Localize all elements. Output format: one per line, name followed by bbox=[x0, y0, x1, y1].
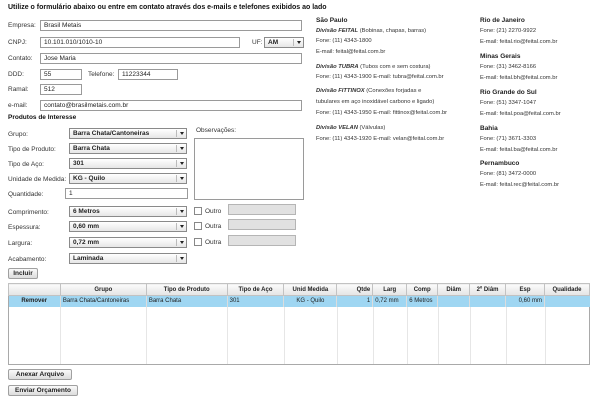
divisao-tubra-line bbox=[316, 64, 430, 70]
largura-select-value: 0,72 mm bbox=[73, 239, 100, 246]
divisao-velan-line bbox=[316, 125, 385, 131]
acabamento-select-value: Laminada bbox=[73, 255, 104, 262]
column-header bbox=[9, 284, 61, 296]
cell-qtde: 1 bbox=[337, 296, 373, 307]
tipo-produto-label: Tipo de Produto: bbox=[8, 146, 56, 153]
tipo-aco-select[interactable] bbox=[69, 158, 187, 169]
espessura-select-value: 0,60 mm bbox=[73, 223, 100, 230]
comprimento-outro-label: Outro bbox=[205, 208, 222, 215]
chevron-down-icon bbox=[180, 147, 184, 150]
comprimento-outro-field[interactable] bbox=[228, 204, 296, 215]
divisao-fittinox-desc2: tubulares em aço inoxidável carbono e ligado) bbox=[316, 99, 435, 105]
espessura-outra-field[interactable] bbox=[228, 219, 296, 230]
page-heading: Utilize o formulário abaixo ou entre em contato através dos e-mails e telefones exibidos ao lado bbox=[8, 4, 327, 11]
largura-outra-field[interactable] bbox=[228, 235, 296, 246]
cell-larg: 0,72 mm bbox=[373, 296, 407, 307]
divisao-desc: (Bobinas, chapas, barras) bbox=[358, 28, 427, 34]
minas-gerais-email: E-mail: feital.bh@feital.com.br bbox=[480, 75, 558, 81]
cell-esp: 0,60 mm bbox=[506, 296, 545, 307]
ramal-field[interactable]: 512 bbox=[40, 84, 82, 95]
telefone-field[interactable]: 11223344 bbox=[118, 69, 178, 80]
remover-link[interactable]: Remover bbox=[9, 296, 61, 307]
sao-paulo-title: São Paulo bbox=[316, 17, 348, 24]
cell-diam bbox=[438, 296, 470, 307]
largura-label: Largura: bbox=[8, 240, 33, 247]
column-header: 2º Diâm bbox=[470, 284, 506, 296]
grupo-select-value: Barra Chata/Cantoneiras bbox=[73, 130, 150, 137]
divisao-feital-line bbox=[316, 28, 426, 34]
acabamento-select[interactable] bbox=[69, 253, 187, 264]
ddd-label: DDD: bbox=[8, 71, 24, 78]
telefone-label: Telefone: bbox=[88, 71, 115, 78]
largura-outra-label: Outra bbox=[205, 239, 222, 246]
divisao-feital-fone: Fone: (11) 4343-1800 bbox=[316, 38, 372, 44]
acabamento-label: Acabamento: bbox=[8, 256, 47, 263]
tipo-aco-select-value: 301 bbox=[73, 160, 84, 167]
divisao-feital-email: E-mail: feital@feital.com.br bbox=[316, 49, 386, 55]
cnpj-label: CNPJ: bbox=[8, 39, 27, 46]
cnpj-field[interactable]: 10.101.010/1010-10 bbox=[40, 37, 240, 48]
unidade-select-value: KG - Quilo bbox=[73, 175, 106, 182]
tipo-produto-select-value: Barra Chata bbox=[73, 145, 110, 152]
contato-label: Contato: bbox=[8, 55, 33, 62]
empresa-field[interactable]: Brasil Metais bbox=[40, 20, 302, 31]
divisao-fittinox-contact: Fone: (11) 4343-1950 E-mail: fittinox@feital.com.br bbox=[316, 110, 448, 116]
chevron-down-icon bbox=[180, 210, 184, 213]
column-header: Tipo de Produto bbox=[146, 284, 227, 296]
largura-outra-checkbox[interactable] bbox=[194, 238, 202, 246]
espessura-select[interactable] bbox=[69, 221, 187, 232]
cell-grupo: Barra Chata/Cantoneiras bbox=[60, 296, 146, 307]
column-header: Grupo bbox=[60, 284, 146, 296]
cell-comp: 6 Metros bbox=[407, 296, 438, 307]
observacoes-textarea[interactable] bbox=[194, 138, 304, 200]
chevron-down-icon bbox=[297, 41, 301, 44]
bahia-email: E-mail: feital.ba@feital.com.br bbox=[480, 147, 558, 153]
column-header: Qtde bbox=[337, 284, 373, 296]
divisao-desc: (Válvulas) bbox=[357, 125, 386, 131]
chevron-down-icon bbox=[180, 162, 184, 165]
divisao-tubra-contact: Fone: (11) 4343-1900 E-mail: tubra@feital.com.br bbox=[316, 74, 444, 80]
unidade-label: Unidade de Medida: bbox=[8, 176, 67, 183]
comprimento-label: Comprimento: bbox=[8, 209, 49, 216]
chevron-down-icon bbox=[180, 177, 184, 180]
uf-select[interactable] bbox=[264, 37, 304, 48]
incluir-button[interactable]: Incluir bbox=[8, 268, 38, 279]
rio-grande-do-sul-title: Rio Grande do Sul bbox=[480, 89, 537, 96]
cell-tipo-aco: 301 bbox=[227, 296, 284, 307]
ramal-label: Ramal: bbox=[8, 86, 29, 93]
rio-grande-do-sul-fone: Fone: (51) 3347-1047 bbox=[480, 100, 537, 106]
minas-gerais-title: Minas Gerais bbox=[480, 53, 521, 60]
divisao-name: Divisão FITTINOX bbox=[316, 88, 365, 94]
anexar-arquivo-button[interactable]: Anexar Arquivo bbox=[8, 369, 72, 380]
rio-grande-do-sul-email: E-mail: feital.poa@feital.com.br bbox=[480, 111, 561, 117]
column-header: Unid Medida bbox=[284, 284, 337, 296]
rio-de-janeiro-email: E-mail: feital.rio@feital.com.br bbox=[480, 39, 558, 45]
quantidade-field[interactable]: 1 bbox=[65, 188, 188, 199]
column-header: Qualidade bbox=[544, 284, 589, 296]
rio-de-janeiro-title: Rio de Janeiro bbox=[480, 17, 525, 24]
tipo-produto-select[interactable] bbox=[69, 143, 187, 154]
divisao-name: Divisão TUBRA bbox=[316, 64, 359, 70]
contato-field[interactable]: Jose Maria bbox=[40, 53, 302, 64]
uf-label: UF: bbox=[252, 39, 263, 46]
unidade-select[interactable] bbox=[69, 173, 187, 184]
cell-unid-medida: KG - Quilo bbox=[284, 296, 337, 307]
observacoes-label: Observações: bbox=[196, 127, 237, 134]
pernambuco-title: Pernambuco bbox=[480, 160, 520, 167]
quantidade-label: Quantidade: bbox=[8, 191, 44, 198]
comprimento-select[interactable] bbox=[69, 206, 187, 217]
cell-qualidade bbox=[544, 296, 589, 307]
column-header: Comp bbox=[407, 284, 438, 296]
rio-de-janeiro-fone: Fone: (21) 2270-9922 bbox=[480, 28, 537, 34]
produtos-title: Produtos de Interesse bbox=[8, 114, 77, 121]
divisao-name: Divisão VELAN bbox=[316, 125, 358, 131]
minas-gerais-fone: Fone: (31) 3462-8166 bbox=[480, 64, 537, 70]
column-header: Tipo de Aço bbox=[227, 284, 284, 296]
espessura-outra-label: Outra bbox=[205, 223, 222, 230]
chevron-down-icon bbox=[180, 132, 184, 135]
espessura-outra-checkbox[interactable] bbox=[194, 222, 202, 230]
divisao-desc: (Tubos com e sem costura) bbox=[358, 64, 431, 70]
enviar-orcamento-button[interactable]: Enviar Orçamento bbox=[8, 385, 78, 396]
bahia-fone: Fone: (71) 3671-3303 bbox=[480, 136, 537, 142]
chevron-down-icon bbox=[180, 225, 184, 228]
column-header: Esp bbox=[506, 284, 545, 296]
comprimento-select-value: 6 Metros bbox=[73, 208, 100, 215]
grupo-select[interactable] bbox=[69, 128, 187, 139]
email-label: e-mail: bbox=[8, 102, 28, 109]
divisao-name: Divisão FEITAL bbox=[316, 28, 359, 34]
ddd-field[interactable]: 55 bbox=[40, 69, 82, 80]
bahia-title: Bahia bbox=[480, 125, 498, 132]
column-header: Diâm bbox=[438, 284, 470, 296]
email-field[interactable]: contato@brasilmetais.com.br bbox=[40, 100, 302, 111]
table-header bbox=[9, 284, 590, 296]
comprimento-outro-checkbox[interactable] bbox=[194, 207, 202, 215]
chevron-down-icon bbox=[180, 241, 184, 244]
cell-tipo-produto: Barra Chata bbox=[146, 296, 227, 307]
chevron-down-icon bbox=[180, 257, 184, 260]
cell-diam2 bbox=[470, 296, 506, 307]
grupo-label: Grupo: bbox=[8, 131, 28, 138]
divisao-velan-contact: Fone: (11) 4343-1920 E-mail: velan@feital.com.br bbox=[316, 136, 445, 142]
pernambuco-fone: Fone: (81) 3472-0000 bbox=[480, 171, 537, 177]
espessura-label: Espessura: bbox=[8, 224, 41, 231]
tipo-aco-label: Tipo de Aço: bbox=[8, 161, 44, 168]
empresa-label: Empresa: bbox=[8, 22, 36, 29]
uf-select-value: AM bbox=[268, 39, 279, 46]
table-row[interactable] bbox=[9, 296, 590, 307]
largura-select[interactable] bbox=[69, 237, 187, 248]
items-table bbox=[8, 283, 590, 307]
divisao-desc: (Conexões forjadas e bbox=[364, 88, 422, 94]
pernambuco-email: E-mail: feital.rec@feital.com.br bbox=[480, 182, 560, 188]
divisao-fittinox-line bbox=[316, 88, 421, 94]
column-header: Larg bbox=[373, 284, 407, 296]
